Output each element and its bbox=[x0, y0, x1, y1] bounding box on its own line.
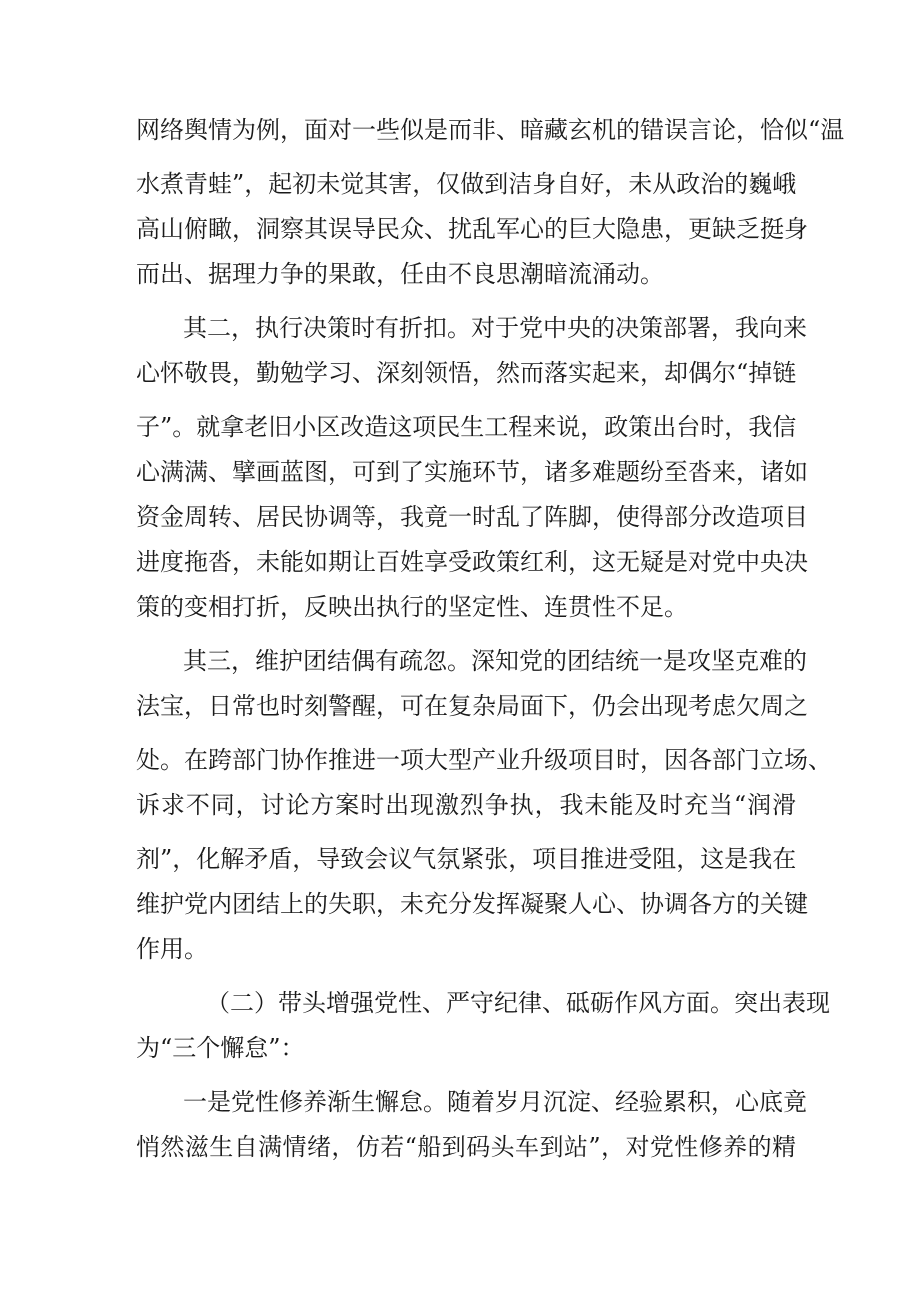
section-heading-line: （二）带头增强党性、严守纪律、砥砺作风方面。突出表现 bbox=[206, 989, 830, 1017]
text-line: 剂”，化解矛盾，导致会议气氛紧张，项目推进受阻，这是我在 bbox=[136, 845, 797, 873]
text-line: 作用。 bbox=[136, 935, 208, 963]
text-line: 进度拖沓，未能如期让百姓享受政策红利，这无疑是对党中央决 bbox=[136, 548, 808, 576]
text-line: 处。在跨部门协作推进一项大型产业升级项目时，因各部门立场、 bbox=[136, 746, 832, 774]
paragraph-start-line: 其二，执行决策时有折扣。对于党中央的决策部署，我向来 bbox=[183, 314, 807, 342]
text-line: 子”。就拿老旧小区改造这项民生工程来说，政策出台时，我信 bbox=[136, 413, 797, 441]
text-line: 心满满、擘画蓝图，可到了实施环节，诸多难题纷至沓来，诸如 bbox=[136, 458, 808, 486]
text-line: 高山俯瞰，洞察其误导民众、扰乱军心的巨大隐患，更缺乏挺身 bbox=[136, 215, 808, 243]
section-heading-line: 为“三个懈怠”： bbox=[136, 1034, 305, 1062]
paragraph-start-line: 其三，维护团结偶有疏忽。深知党的团结统一是攻坚克难的 bbox=[183, 647, 807, 675]
text-line: 资金周转、居民协调等，我竟一时乱了阵脚，使得部分改造项目 bbox=[136, 503, 808, 531]
text-line: 网络舆情为例，面对一些似是而非、暗藏玄机的错误言论，恰似“温 bbox=[136, 116, 845, 144]
text-line: 心怀敬畏，勤勉学习、深刻领悟，然而落实起来，却偶尔“掉链 bbox=[136, 359, 797, 387]
text-line: 维护党内团结上的失职，未充分发挥凝聚人心、协调各方的关键 bbox=[136, 890, 808, 918]
text-line: 诉求不同，讨论方案时出现激烈争执，我未能及时充当“润滑 bbox=[136, 791, 796, 819]
text-line: 悄然滋生自满情绪，仿若“船到码头车到站”，对党性修养的精 bbox=[136, 1133, 796, 1161]
text-line: 法宝，日常也时刻警醒，可在复杂局面下，仍会出现考虑欠周之 bbox=[136, 692, 808, 720]
text-line: 水煮青蛙”，起初未觉其害，仅做到洁身自好，未从政治的巍峨 bbox=[136, 170, 797, 198]
paragraph-start-line: 一是党性修养渐生懈怠。随着岁月沉淀、经验累积，心底竟 bbox=[183, 1088, 807, 1116]
text-line: 策的变相打折，反映出执行的坚定性、连贯性不足。 bbox=[136, 593, 688, 621]
text-line: 而出、据理力争的果敢，任由不良思潮暗流涌动。 bbox=[136, 260, 664, 288]
